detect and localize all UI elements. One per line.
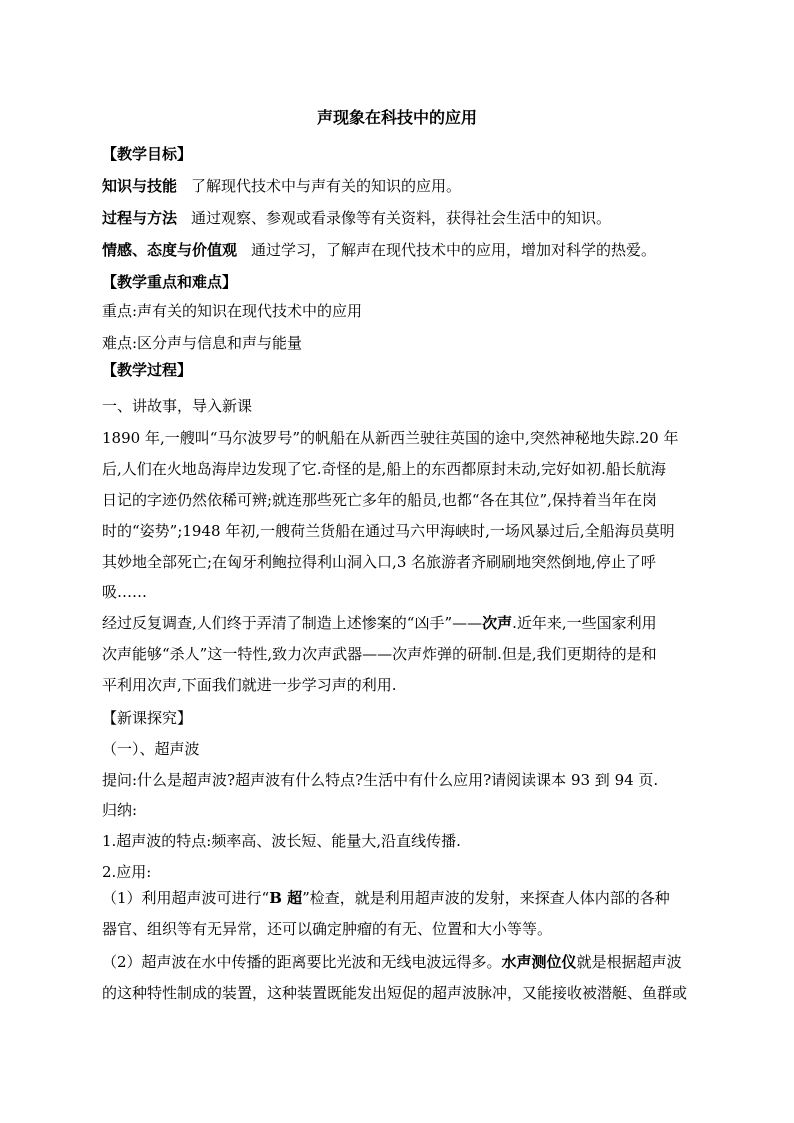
intro-heading: 一、讲故事，导入新课 [102, 397, 253, 415]
focus-point: 重点:声有关的知识在现代技术中的应用 [102, 302, 363, 320]
application-line: 器官、组织等有无异常，还可以确定肿瘤的有无、位置和大小等等。 [102, 920, 553, 938]
story-line: 其妙地全部死亡;在匈牙利鲍拉得利山洞入口,3 名旅游者齐刷刷地突然倒地,停止了呼 [102, 553, 656, 571]
paragraph-text: .近年来,一些国家利用 [512, 614, 657, 632]
story-line: 吸…… [102, 583, 148, 601]
objective-text: 通过学习，了解声在现代技术中的应用，增加对科学的热爱。 [251, 241, 657, 259]
objective-process [102, 208, 722, 228]
application-line: 的这种特性制成的装置，这种装置既能发出短促的超声波脉冲，又能接收被潜艇、鱼群或 [102, 984, 688, 1002]
objective-knowledge [102, 176, 722, 196]
keypoints-heading: 【教学重点和难点】 [102, 273, 238, 291]
paragraph-line [102, 613, 722, 633]
page-title: 声现象在科技中的应用 [316, 108, 477, 127]
paragraph-text: 经过反复调查,人们终于弄清了制造上述惨案的“凶手”—— [102, 614, 483, 632]
application-text: 就是根据超声波 [576, 953, 682, 971]
objective-label: 过程与方法 [102, 209, 178, 227]
objective-attitude [102, 240, 722, 260]
objective-label: 情感、态度与价值观 [102, 241, 238, 259]
objective-text: 通过观察、参观或看录像等有关资料，获得社会生活中的知识。 [191, 209, 612, 227]
summary-label: 归纳: [102, 801, 138, 819]
objective-label: 知识与技能 [102, 177, 178, 195]
infrasound-term: 次声 [482, 614, 513, 632]
point-features: 1.超声波的特点:频率高、波长短、能量大,沿直线传播. [102, 832, 461, 850]
newlesson-heading: 【新课探究】 [102, 709, 193, 727]
story-line: 时的“姿势”;1948 年初,一艘荷兰货船在通过马六甲海峡时,一场风暴过后,全船海员莫明 [102, 522, 675, 540]
application-item [102, 888, 722, 908]
story-line: 1890 年,一艘叫“马尔波罗号”的帆船在从新西兰驶往英国的途中,突然神秘地失踪.20 年 [102, 429, 679, 447]
objectives-heading: 【教学目标】 [102, 145, 193, 163]
application-item [102, 952, 722, 972]
application-text: （2）超声波在水中传播的距离要比光波和无线电波远得多。 [102, 953, 502, 971]
paragraph-line: 平利用次声,下面我们就进一步学习声的利用. [102, 676, 397, 694]
b-ultrasound-term: B 超 [269, 889, 303, 907]
sonar-term: 水声测位仪 [501, 953, 577, 971]
story-line: 后,人们在火地岛海岸边发现了它.奇怪的是,船上的东西都原封未动,完好如初.船长航海 [102, 460, 666, 478]
paragraph-line: 次声能够“杀人”这一特性,致力次声武器——次声炸弹的研制.但是,我们更期待的是和 [102, 645, 657, 663]
story-line: 日记的字迹仍然依稀可辨;就连那些死亡多年的船员,也都“各在其位”,保持着当年在岗 [102, 491, 657, 509]
application-text: ”检查，就是利用超声波的发射，来探查人体内部的各种 [302, 889, 670, 907]
subsection-ultrasound: （一）、超声波 [102, 740, 200, 758]
process-heading: 【教学过程】 [102, 361, 193, 379]
objective-text: 了解现代技术中与声有关的知识的应用。 [191, 177, 462, 195]
point-application: 2.应用: [102, 863, 152, 881]
application-text: （1）利用超声波可进行“ [102, 889, 270, 907]
question-line: 提问:什么是超声波?超声波有什么特点?生活中有什么应用?请阅读课本 93 到 94 页. [102, 771, 659, 789]
difficulty-point: 难点:区分声与信息和声与能量 [102, 334, 303, 352]
